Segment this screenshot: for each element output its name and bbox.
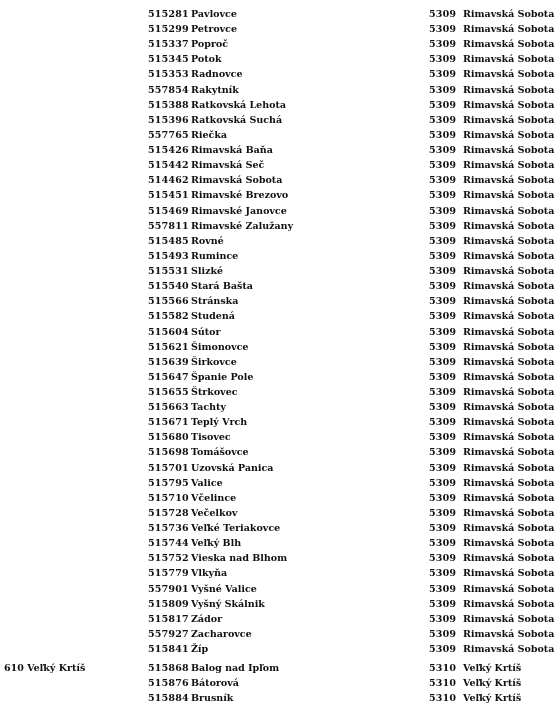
municipality-code-cell: 515736 — [148, 523, 189, 535]
municipality-name-cell: Vyšné Valice — [191, 583, 257, 595]
municipality-name-cell: Veľké Teriakovce — [191, 523, 281, 535]
district-code-cell: 5309 — [429, 432, 457, 444]
municipality-code-cell: 515655 — [148, 387, 189, 398]
district-label-cell: Rimavská Sobota — [463, 114, 555, 126]
district-label-cell: Rimavská Sobota — [463, 538, 555, 550]
district-label-cell: Rimavská Sobota — [463, 598, 555, 610]
municipality-name-cell: Teplý Vrch — [191, 417, 248, 429]
municipality-name-cell: Riečka — [191, 129, 228, 141]
table-row — [0, 691, 560, 706]
municipality-name-cell: Šimonovce — [191, 341, 249, 353]
municipality-code-cell: 515604 — [148, 326, 189, 338]
municipality-name-cell: Stránska — [191, 296, 239, 308]
district-label-cell: Rimavská Sobota — [463, 356, 555, 368]
table-row — [0, 476, 560, 491]
district-code-cell: 5309 — [429, 613, 457, 625]
municipality-name-cell: Pavlovce — [191, 9, 237, 20]
municipality-name-cell: Rimavské Brezovo — [191, 190, 289, 202]
table-row — [0, 128, 560, 143]
district-label-cell: Rimavská Sobota — [463, 568, 555, 580]
district-code-cell: 5309 — [429, 250, 457, 262]
municipality-name-cell: Rimavská Seč — [191, 160, 265, 172]
municipality-name-cell: Tisovec — [191, 432, 231, 444]
district-code-cell: 5310 — [429, 678, 457, 690]
municipality-code-cell: 515621 — [148, 341, 189, 353]
municipality-code-cell: 515884 — [148, 693, 189, 705]
district-code-cell: 5309 — [429, 281, 457, 293]
municipality-name-cell: Balog nad Ipľom — [191, 663, 280, 675]
district-label-cell: Rimavská Sobota — [463, 54, 555, 66]
district-label-cell: Rimavská Sobota — [463, 644, 555, 656]
district-label-cell: Rimavská Sobota — [463, 341, 555, 353]
table-row — [0, 491, 560, 506]
table-row — [0, 370, 560, 385]
table-row — [0, 219, 560, 234]
municipality-code-cell: 515531 — [148, 266, 189, 278]
municipality-name-cell: Bátorová — [191, 678, 239, 690]
district-label-cell: Rimavská Sobota — [463, 190, 555, 202]
table-row — [0, 400, 560, 415]
district-code-cell: 5309 — [429, 417, 457, 429]
table-row — [0, 52, 560, 67]
district-label-cell: Rimavská Sobota — [463, 129, 555, 141]
district-label-cell: Rimavská Sobota — [463, 507, 555, 519]
municipality-code-cell: 515752 — [148, 553, 189, 565]
district-code-cell: 5309 — [429, 341, 457, 353]
district-label-cell: Rimavská Sobota — [463, 462, 555, 474]
table-row — [0, 385, 560, 400]
municipality-code-cell: 515639 — [148, 356, 189, 368]
municipality-code-cell: 515442 — [148, 160, 189, 172]
district-code-cell: 5309 — [429, 235, 457, 247]
municipality-code-cell: 515744 — [148, 538, 189, 550]
table-row — [0, 173, 560, 188]
district-label-cell: Veľký Krtíš — [463, 693, 522, 705]
table-row — [0, 551, 560, 566]
district-code-cell: 5309 — [429, 54, 457, 66]
municipality-name-cell: Stará Bašta — [191, 281, 253, 293]
district-label-cell: Rimavská Sobota — [463, 205, 555, 217]
district-code-cell: 5309 — [429, 114, 457, 126]
district-label-cell: Rimavská Sobota — [463, 84, 555, 96]
table-row — [0, 627, 560, 642]
municipality-code-cell: 515701 — [148, 462, 189, 474]
district-code-cell: 5309 — [429, 402, 457, 414]
municipality-name-cell: Rimavské Janovce — [191, 205, 287, 217]
municipality-code-cell: 515698 — [148, 447, 189, 459]
district-code-cell: 5309 — [429, 69, 457, 81]
district-code-cell: 5309 — [429, 311, 457, 323]
district-code-cell: 5309 — [429, 129, 457, 141]
municipality-code-cell: 514462 — [148, 175, 189, 187]
table-row — [0, 566, 560, 581]
table-row — [0, 445, 560, 460]
district-code-cell: 5309 — [429, 644, 457, 656]
table-row — [0, 158, 560, 173]
table-row — [0, 113, 560, 128]
table-row — [0, 612, 560, 627]
municipality-name-cell: Rimavská Baňa — [191, 145, 273, 157]
municipality-name-cell: Tachty — [191, 402, 226, 414]
table-row — [0, 22, 560, 37]
municipality-code-cell: 515841 — [148, 644, 189, 656]
municipality-code-cell: 515647 — [148, 371, 189, 383]
municipality-name-cell: Rakytník — [191, 84, 239, 96]
table-row — [0, 204, 560, 219]
municipality-code-cell: 515485 — [148, 235, 189, 247]
district-label-cell: Rimavská Sobota — [463, 175, 555, 187]
municipality-code-cell: 515710 — [148, 492, 189, 504]
municipality-name-cell: Slizké — [191, 266, 224, 278]
municipality-code-cell: 515817 — [148, 613, 189, 625]
district-label-cell: Rimavská Sobota — [463, 492, 555, 504]
table-row — [0, 279, 560, 294]
district-label-cell: Rimavská Sobota — [463, 583, 555, 595]
municipality-code-cell: 515728 — [148, 507, 189, 519]
municipality-name-cell: Večelkov — [191, 507, 238, 519]
municipality-code-cell: 515663 — [148, 402, 189, 414]
district-code-cell: 5309 — [429, 160, 457, 172]
district-label-cell: Rimavská Sobota — [463, 628, 555, 640]
table-row — [0, 661, 560, 676]
municipality-code-cell: 515582 — [148, 311, 189, 323]
municipality-name-cell: Zádor — [191, 613, 223, 625]
district-label-cell: Rimavská Sobota — [463, 296, 555, 308]
district-code-cell: 5309 — [429, 371, 457, 383]
table-row — [0, 234, 560, 249]
district-code-cell: 5309 — [429, 462, 457, 474]
district-label-cell: Rimavská Sobota — [463, 553, 555, 565]
district-code-cell: 5309 — [429, 99, 457, 111]
municipality-name-cell: Brusník — [191, 693, 234, 705]
table-row — [0, 521, 560, 536]
district-code-cell: 5310 — [429, 663, 457, 675]
district-code-cell: 5309 — [429, 145, 457, 157]
district-label-cell: Rimavská Sobota — [463, 160, 555, 172]
municipality-code-cell: 515795 — [148, 477, 189, 489]
table-row — [0, 264, 560, 279]
district-code-cell: 5309 — [429, 523, 457, 535]
municipality-name-cell: Uzovská Panica — [191, 462, 274, 474]
district-code-cell: 5309 — [429, 326, 457, 338]
district-label-cell: Veľký Krtíš — [463, 678, 522, 690]
table-row — [0, 582, 560, 597]
table-row — [0, 83, 560, 98]
district-label-cell: Rimavská Sobota — [463, 326, 555, 338]
table-row — [0, 325, 560, 340]
district-name-cell: 610 Veľký Krtíš — [4, 663, 86, 675]
municipality-code-cell: 515396 — [148, 114, 189, 126]
district-label-cell: Rimavská Sobota — [463, 235, 555, 247]
district-label-cell: Rimavská Sobota — [463, 613, 555, 625]
table-row — [0, 415, 560, 430]
municipality-name-cell: Vlkyňa — [191, 568, 228, 580]
table-row — [0, 188, 560, 203]
municipality-code-cell: 515337 — [148, 39, 189, 51]
table-row — [0, 340, 560, 355]
district-code-cell: 5309 — [429, 447, 457, 459]
district-code-cell: 5309 — [429, 492, 457, 504]
district-label-cell: Rimavská Sobota — [463, 523, 555, 535]
municipality-code-cell: 515469 — [148, 205, 189, 217]
district-code-cell: 5309 — [429, 24, 457, 36]
table-row — [0, 249, 560, 264]
municipality-name-cell: Petrovce — [191, 24, 238, 36]
district-label-cell: Rimavská Sobota — [463, 266, 555, 278]
district-code-cell: 5310 — [429, 693, 457, 705]
district-code-cell: 5309 — [429, 387, 457, 398]
municipality-name-cell: Poproč — [191, 39, 228, 51]
table-row — [0, 676, 560, 691]
municipality-name-cell: Tomášovce — [191, 447, 249, 459]
table-row — [0, 143, 560, 158]
district-label-cell: Rimavská Sobota — [463, 9, 555, 20]
municipality-name-cell: Veľký Blh — [191, 538, 242, 550]
municipality-code-cell: 515876 — [148, 678, 189, 690]
table-row — [0, 355, 560, 370]
district-code-cell: 5309 — [429, 477, 457, 489]
district-label-cell: Rimavská Sobota — [463, 417, 555, 429]
district-code-cell: 5309 — [429, 266, 457, 278]
municipality-name-cell: Vieska nad Blhom — [191, 553, 288, 565]
municipality-name-cell: Studená — [191, 311, 235, 323]
municipality-code-cell: 515566 — [148, 296, 189, 308]
district-code-cell: 5309 — [429, 598, 457, 610]
district-code-cell: 5309 — [429, 175, 457, 187]
district-label-cell: Rimavská Sobota — [463, 250, 555, 262]
district-code-cell: 5309 — [429, 583, 457, 595]
district-label-cell: Rimavská Sobota — [463, 477, 555, 489]
municipality-name-cell: Rovné — [191, 235, 224, 247]
municipality-code-cell: 515680 — [148, 432, 189, 444]
district-label-cell: Rimavská Sobota — [463, 39, 555, 51]
district-code-cell: 5309 — [429, 190, 457, 202]
municipality-name-cell: Potok — [191, 54, 222, 66]
table-row — [0, 37, 560, 52]
district-label-cell: Rimavská Sobota — [463, 311, 555, 323]
municipality-name-cell: Radnovce — [191, 69, 243, 81]
district-label-cell: Rimavská Sobota — [463, 447, 555, 459]
district-code-cell: 5309 — [429, 296, 457, 308]
municipality-code-cell: 515451 — [148, 190, 189, 202]
district-code-cell: 5309 — [429, 553, 457, 565]
municipality-code-cell: 557854 — [148, 84, 189, 96]
table-row — [0, 7, 560, 22]
municipality-name-cell: Rumince — [191, 250, 239, 262]
table-row — [0, 430, 560, 445]
municipality-name-cell: Širkovce — [191, 356, 237, 368]
table-row — [0, 506, 560, 521]
municipality-code-cell: 515281 — [148, 9, 189, 20]
district-label-cell: Rimavská Sobota — [463, 432, 555, 444]
municipality-name-cell: Rimavské Zalužany — [191, 220, 294, 232]
district-code-cell: 5309 — [429, 9, 457, 20]
municipality-code-cell: 515671 — [148, 417, 189, 429]
municipality-code-cell: 515868 — [148, 663, 189, 675]
municipality-code-cell: 515779 — [148, 568, 189, 580]
municipality-name-cell: Zacharovce — [191, 628, 252, 640]
table-row — [0, 98, 560, 113]
municipality-code-cell: 515540 — [148, 281, 189, 293]
table-row — [0, 642, 560, 657]
municipality-name-cell: Štrkovec — [191, 387, 238, 398]
municipality-name-cell: Ratkovská Lehota — [191, 99, 286, 111]
table-row — [0, 294, 560, 309]
district-code-cell: 5309 — [429, 568, 457, 580]
municipality-name-cell: Včelince — [191, 492, 237, 504]
municipality-name-cell: Vyšný Skálnik — [191, 598, 265, 610]
district-label-cell: Rimavská Sobota — [463, 402, 555, 414]
municipality-name-cell: Ratkovská Suchá — [191, 114, 283, 126]
district-label-cell: Rimavská Sobota — [463, 281, 555, 293]
municipality-code-cell: 515493 — [148, 250, 189, 262]
municipality-code-cell: 515809 — [148, 598, 189, 610]
municipality-code-cell: 515388 — [148, 99, 189, 111]
district-label-cell: Rimavská Sobota — [463, 387, 555, 398]
district-code-cell: 5309 — [429, 205, 457, 217]
district-label-cell: Rimavská Sobota — [463, 371, 555, 383]
municipality-name-cell: Valice — [191, 477, 223, 489]
municipality-name-cell: Sútor — [191, 326, 221, 338]
table-row — [0, 597, 560, 612]
district-code-cell: 5309 — [429, 628, 457, 640]
municipality-code-cell: 515345 — [148, 54, 189, 66]
district-code-cell: 5309 — [429, 220, 457, 232]
district-code-cell: 5309 — [429, 39, 457, 51]
table-row — [0, 461, 560, 476]
municipality-code-cell: 557811 — [148, 220, 189, 232]
district-code-cell: 5309 — [429, 507, 457, 519]
district-label-cell: Rimavská Sobota — [463, 69, 555, 81]
table-row — [0, 536, 560, 551]
municipality-code-cell: 557901 — [148, 583, 189, 595]
municipality-code-cell: 515353 — [148, 69, 189, 81]
municipality-name-cell: Žíp — [191, 644, 209, 656]
district-code-cell: 5309 — [429, 538, 457, 550]
district-code-cell: 5309 — [429, 84, 457, 96]
district-label-cell: Rimavská Sobota — [463, 24, 555, 36]
municipality-name-cell: Rimavská Sobota — [191, 175, 283, 187]
municipality-name-cell: Španie Pole — [191, 371, 254, 383]
municipality-code-cell: 515299 — [148, 24, 189, 36]
district-label-cell: Rimavská Sobota — [463, 145, 555, 157]
municipality-code-cell: 557765 — [148, 129, 189, 141]
district-label-cell: Rimavská Sobota — [463, 99, 555, 111]
table-row — [0, 67, 560, 82]
district-label-cell: Veľký Krtíš — [463, 663, 522, 675]
district-label-cell: Rimavská Sobota — [463, 220, 555, 232]
municipality-code-cell: 515426 — [148, 145, 189, 157]
district-code-cell: 5309 — [429, 356, 457, 368]
table-row — [0, 309, 560, 324]
municipality-code-cell: 557927 — [148, 628, 189, 640]
